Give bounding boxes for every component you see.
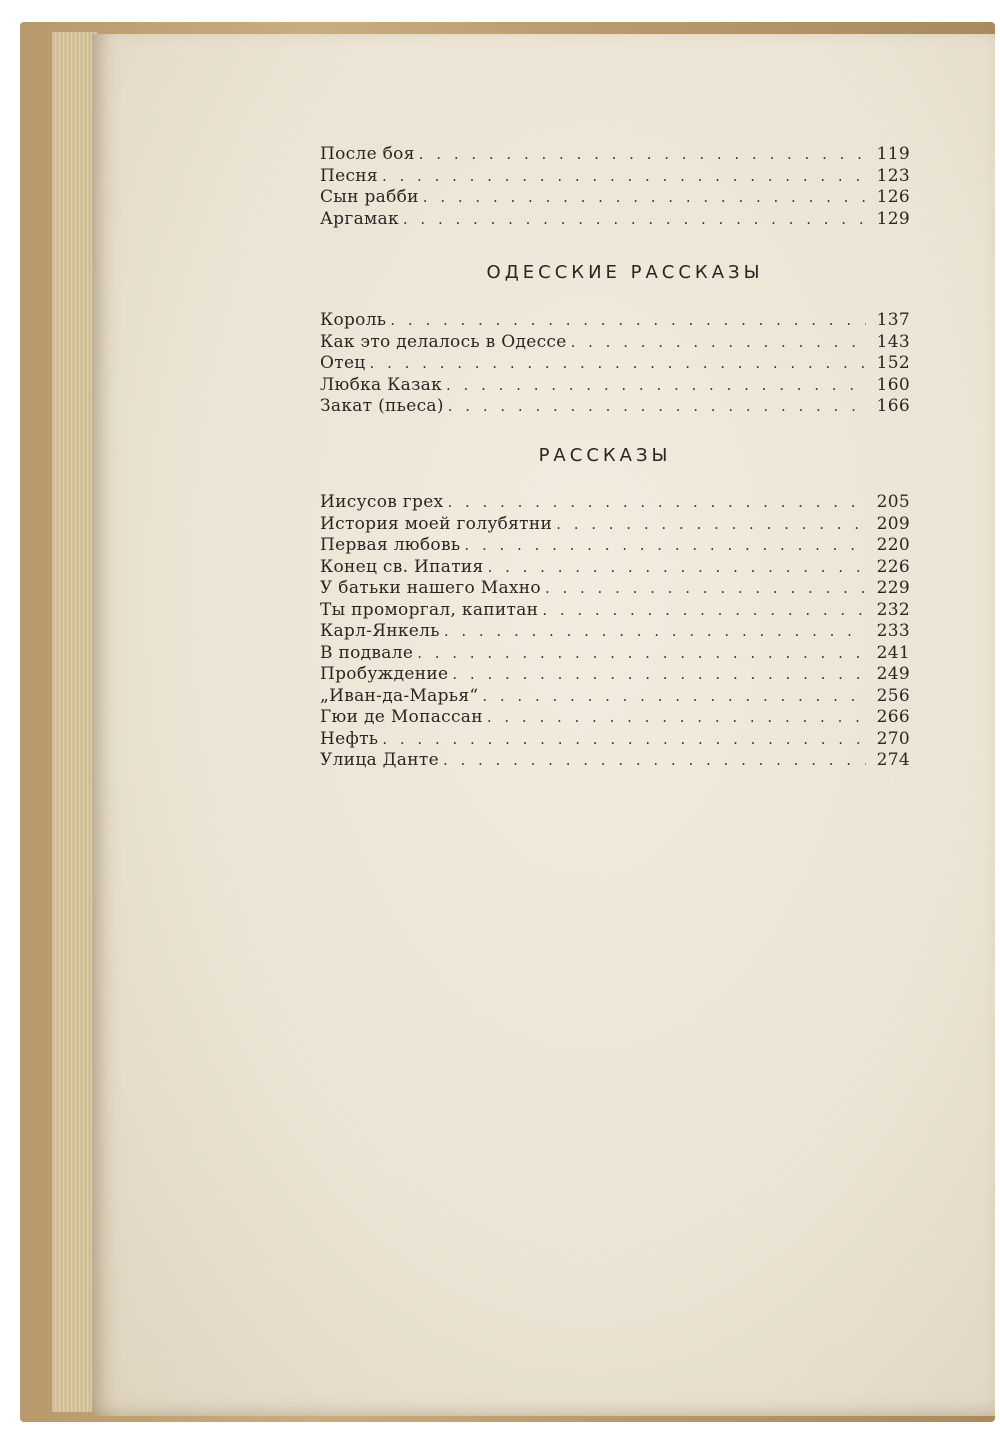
toc-list [320,144,910,230]
leader-dots [556,514,866,536]
entry-page: 266 [876,707,910,727]
leader-dots [452,664,866,686]
entry-page: 205 [876,492,910,512]
entry-title: Песня [320,165,378,186]
toc-list [320,310,910,418]
leader-dots [542,600,866,622]
toc-list [320,492,910,772]
toc-entry [320,750,910,772]
entry-page: 143 [876,331,910,352]
entry-title: Как это делалось в Одессе [320,331,567,352]
toc-entry [320,729,910,751]
toc-entry [320,535,910,557]
entry-page: 123 [876,165,910,186]
section-heading: РАССКАЗЫ [538,445,672,466]
entry-title: Закат (пьеса) [320,396,444,416]
leader-dots [488,557,866,579]
leader-dots [417,643,866,665]
leader-dots [482,686,866,708]
toc-entry [320,144,910,166]
leader-dots [382,166,866,188]
entry-title: Иисусов грех [320,492,444,512]
toc-entry [320,353,910,375]
toc-entry [320,492,910,514]
entry-page: 160 [876,374,910,395]
entry-title: „Иван-да-Марья“ [320,685,479,706]
leader-dots [382,729,866,751]
entry-page: 226 [876,556,910,577]
entry-title: Пробуждение [320,664,449,684]
toc-entry [320,600,910,622]
leader-dots [545,578,866,600]
toc-entry [320,643,910,665]
entry-title: Улица Данте [320,750,439,770]
entry-page: 129 [876,208,910,229]
entry-page: 256 [876,685,910,706]
leader-dots [447,492,866,514]
entry-title: Король [320,310,387,330]
leader-dots [403,209,866,231]
leader-dots [443,750,866,772]
entry-title: Нефть [320,728,379,749]
entry-title: Отец [320,353,366,373]
toc-entry [320,664,910,686]
entry-title: Конец св. Ипатия [320,556,484,577]
toc-entry [320,578,910,600]
toc-entry [320,166,910,188]
leader-dots [487,707,866,729]
entry-page: 137 [876,310,910,330]
entry-page: 241 [876,642,910,663]
toc-entry [320,707,910,729]
toc-entry [320,310,910,332]
entry-page: 166 [876,396,910,416]
toc-entry [320,621,910,643]
entry-page: 270 [876,728,910,749]
toc-entry [320,396,910,418]
entry-page: 249 [876,664,910,684]
entry-page: 209 [876,513,910,534]
entry-title: Любка Казак [320,374,443,395]
toc-entry [320,332,910,354]
leader-dots [370,353,866,375]
entry-title: В подвале [320,642,414,663]
entry-page: 232 [876,599,910,620]
entry-page: 152 [876,353,910,373]
entry-page: 229 [876,578,910,598]
leader-dots [419,144,866,166]
leader-dots [571,332,866,354]
entry-title: История моей голубятни [320,513,553,534]
entry-title: Гюи де Мопассан [320,707,483,727]
leader-dots [423,187,866,209]
leader-dots [446,375,866,397]
entry-page: 119 [876,144,910,164]
entry-title: После боя [320,144,415,164]
entry-page: 233 [876,621,910,641]
entry-title: Сын рабби [320,187,419,207]
entry-title: У батьки нашего Махно [320,578,541,598]
toc-entry [320,187,910,209]
entry-title: Карл-Янкель [320,621,440,641]
leader-dots [464,535,866,557]
toc-entry [320,514,910,536]
entry-title: Первая любовь [320,535,461,555]
entry-title: Аргамак [320,208,399,229]
toc-entry [320,375,910,397]
entry-page: 126 [876,187,910,207]
toc-entry [320,209,910,231]
entry-title: Ты проморгал, капитан [320,599,539,620]
leader-dots [444,621,866,643]
section-heading: ОДЕССКИЕ РАССКАЗЫ [486,262,764,283]
leader-dots [390,310,866,332]
entry-page: 220 [876,535,910,555]
leader-dots [448,396,866,418]
toc-entry [320,557,910,579]
entry-page: 274 [876,750,910,770]
toc-entry [320,686,910,708]
